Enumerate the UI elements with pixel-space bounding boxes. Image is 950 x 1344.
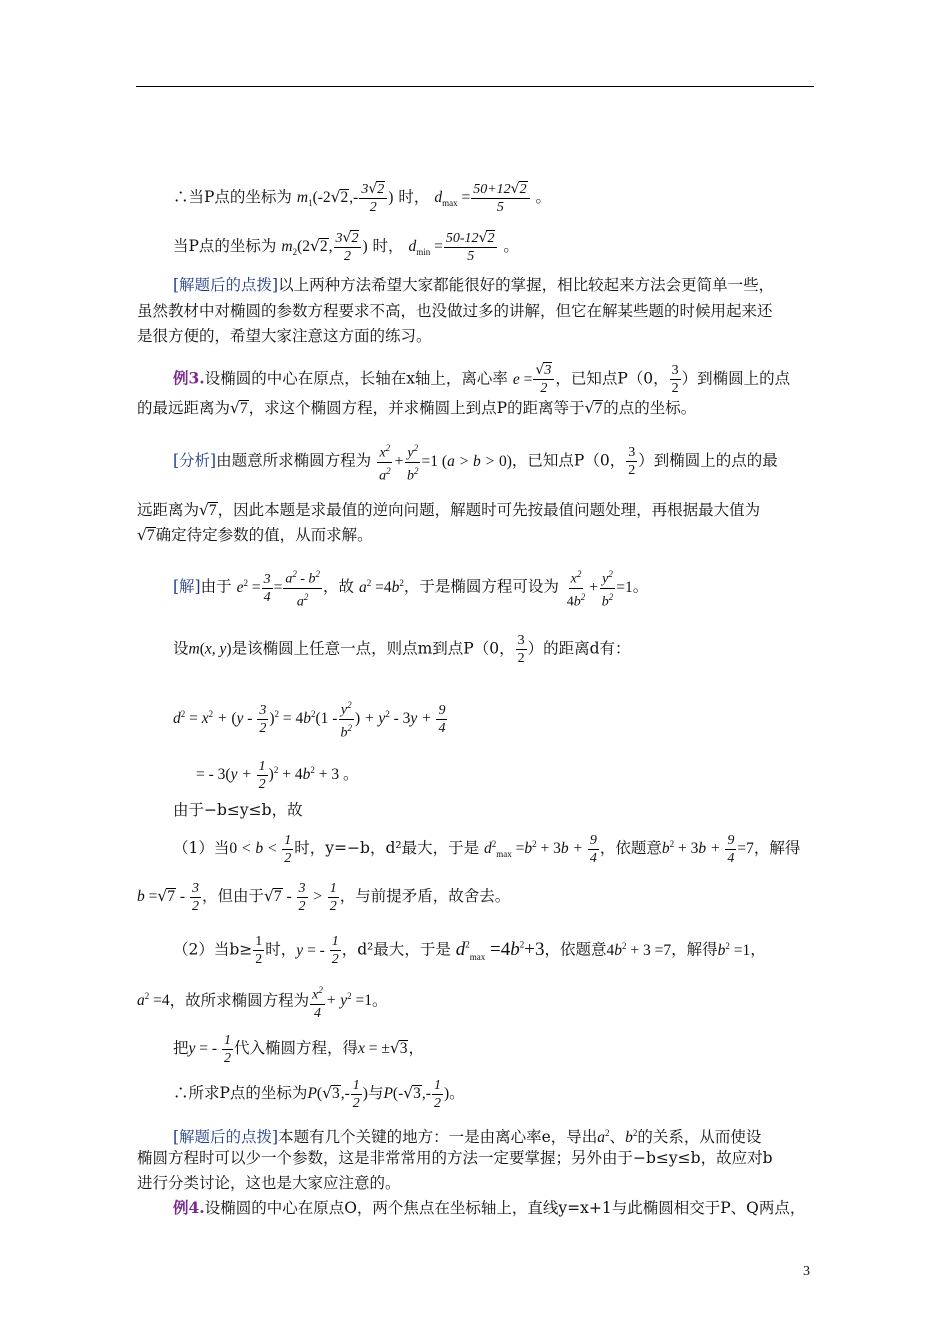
equation-d2-line2: = - 3(y + $\frac{1}{2}$ )$^2 + 4b^2 + 3$ 。 xyxy=(196,759,359,792)
line-18: （2）当b≥ $\frac{1}{2}$ 时，y = - $\frac{1}{2}$ ，d²最大，于是 $d^2_{max} =4b^2+3$，依题意$4b^2 + 3 =7$，解得$b^2 =1$， xyxy=(173,934,766,968)
formula-mxy: m(x, y) xyxy=(188,640,232,658)
line-22: [解题后的点拨]本题有几个关键的地方：一是由离心率e，导出$a^2$、$b^2$的关系，从而使设 xyxy=(173,1128,762,1147)
formula-e: e = $\frac{√3}{2}$ xyxy=(513,371,555,388)
line-25: 例4.设椭圆的中心在原点O，两个焦点在坐标轴上，直线y=x+1与此椭圆相交于P、Q两点， xyxy=(173,1198,806,1217)
line-24: 进行分类讨论，这也是大家应注意的。 xyxy=(137,1174,401,1192)
line-9: 远距离为√7，因此本题是求最值的逆向问题，解题时可先按最值问题处理，再根据最大值为 xyxy=(137,501,761,519)
line-23: 椭圆方程时可以少一个参数，这是非常常用的方法一定要掌握；另外由于−b≤y≤b，故应对b xyxy=(137,1149,773,1167)
formula-a2-4b2: $a^2 =4b^2$ xyxy=(358,577,404,596)
line-17: b =√7 - $\frac{3}{2}$ ，但由于√7 - $\frac{3}{2}$ > $\frac{1}{2}$ ，与前提矛盾，故舍去。 xyxy=(137,881,511,914)
line-21: ∴所求P点的坐标为P(√3,- $\frac{1}{2}$ )与P(-√3,- $\frac{1}{2}$ )。 xyxy=(173,1078,465,1111)
line-15: 由于−b≤y≤b，故 xyxy=(173,801,303,819)
line-1: ∴当P点的坐标为 $m_1(-2√2,-$ $\frac{3√2}{2}$ ) 时， $d_{max}$ = $\frac{50+12√2}{5}$ 。 xyxy=(173,181,552,215)
line-11: [解]由于 $e^2$ = $\frac{3}{4}$ = $\frac{a^2 - b^2}{a^2}$ ，故 $a^2 =4b^2$，于是椭圆方程可设为 $\frac{x^2}{4b^2}$ + $\frac{y^2}{b^2}$ =1。 xyxy=(173,566,648,610)
line-7: 的最远距离为√7，求这个椭圆方程，并求椭圆上到点P的距离等于√7的点的坐标。 xyxy=(137,399,697,417)
formula-e-squared: $e^2$ = $\frac{3}{4}$ = $\frac{a^2 - b^2}{a^2}$ xyxy=(237,579,323,596)
formula-m1: $m_1(-2√2,-$ $\frac{3√2}{2}$ ) xyxy=(296,181,394,215)
line-20: 把y = - $\frac{1}{2}$ 代入椭圆方程，得x = ±√3， xyxy=(173,1033,424,1066)
line-4: 虽然教材中对椭圆的参数方程要求不高，也没做过多的讲解，但它在解某些题的时候用起来还 xyxy=(137,302,773,320)
line-3: [解题后的点拨]以上两种方法希望大家都能很好的掌握，相比较起来方法会更简单一些， xyxy=(173,276,775,294)
fraction-3-2: $\frac{3}{2}$ xyxy=(671,363,679,396)
formula-ellipse: $\frac{x^2}{a^2}$ + $\frac{y^2}{b^2}$ =1 (a > b > 0) xyxy=(376,453,512,470)
line-19: $a^2 =4$，故所求椭圆方程为 $\frac{x^2}{4}$ + $y^2 =1$。 xyxy=(137,982,387,1022)
sqrt-7: √7 xyxy=(230,399,248,417)
fraction-3-2: $\frac{3}{2}$ xyxy=(517,633,525,666)
fraction-3-2: $\frac{3}{2}$ xyxy=(628,445,636,479)
line-6: 例3.设椭圆的中心在原点，长轴在x轴上，离心率 e = $\frac{√3}{2}$ ，已知点P（0， $\frac{3}{2}$ ）到椭圆上的点 xyxy=(173,362,791,397)
line-10: √7确定待定参数的值，从而求解。 xyxy=(137,526,373,544)
sqrt-7: √7 xyxy=(199,501,217,519)
line-5: 是很方便的，希望大家注意这方面的练习。 xyxy=(137,327,432,345)
sqrt-7: √7 xyxy=(584,399,603,417)
line-8: [分析]由题意所求椭圆方程为 $\frac{x^2}{a^2}$ + $\frac{y^2}{b^2}$ =1 (a > b > 0)，已知点P（0， $\frac{3}{2}$ ）到椭圆上的点的最 xyxy=(173,440,778,484)
formula-dmax: $d_{max}$ = $\frac{50+12√2}{5}$ xyxy=(434,189,530,206)
formula-m2: $m_2(2√2$, $\frac{3√2}{2}$ ) xyxy=(281,230,368,264)
header-rule xyxy=(136,86,814,87)
line-2: 当P点的坐标为 $m_2(2√2$, $\frac{3√2}{2}$ ) 时， $d_{min}$ = $\frac{50-12√2}{5}$ 。 xyxy=(173,230,519,264)
formula-ellipse-b: $\frac{x^2}{4b^2}$ + $\frac{y^2}{b^2}$ =1 xyxy=(564,579,633,596)
sqrt-7: √7 xyxy=(137,526,155,544)
line-16: （1）当0 < b < $\frac{1}{2}$ 时，y=−b，d²最大，于是 $d^2_{max} =b^2 + 3b$ + $\frac{9}{4}$ ，依题意$b^2 + 3b$ + $\frac{9}{4}$ =7，解得 xyxy=(173,833,801,866)
formula-dmin: $d_{min}$ = $\frac{50-12√2}{5}$ xyxy=(409,238,499,255)
equation-d2-line1: $d^2 = x^2 + (y$ - $\frac{3}{2}$ )$^2 = 4b^2(1$ - $\frac{y^2}{b^2}$ ) + $y^2 - 3y$ + $\frac{9}{4}$ xyxy=(173,697,448,741)
page-number: 3 xyxy=(803,1264,810,1279)
line-12: 设m(x, y)是该椭圆上任意一点，则点m到点P（0， $\frac{3}{2}$ ）的距离d有： xyxy=(173,633,631,666)
